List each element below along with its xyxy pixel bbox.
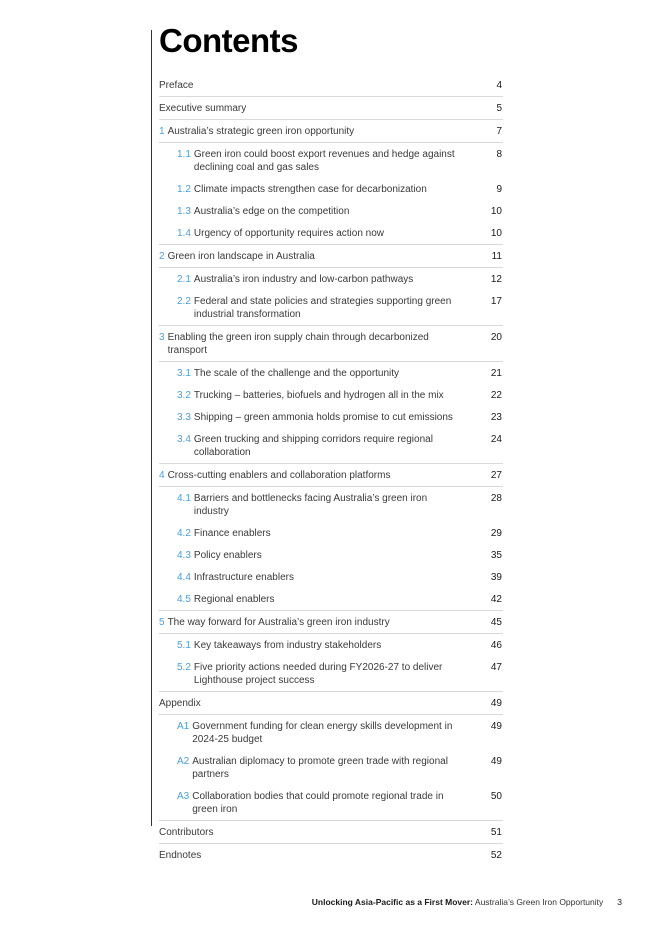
page-footer [312, 897, 622, 907]
footer-page-number: 3 [617, 897, 622, 907]
toc-entry[interactable] [159, 566, 503, 588]
toc-entry-number: 3 [159, 332, 165, 343]
toc-entry-label: Endnotes [159, 850, 202, 861]
toc-entry-line [159, 616, 503, 629]
toc-entry-number: 5 [159, 617, 165, 628]
toc-entry-number: 2 [159, 251, 165, 262]
toc-entry-line [177, 273, 503, 286]
toc-entry-line [177, 549, 503, 562]
toc-entry-line [177, 433, 503, 459]
toc-entry-line [177, 639, 503, 652]
toc-entry-label: Australia’s iron industry and low-carbon pathways [193, 274, 414, 285]
toc-entry[interactable] [159, 406, 503, 428]
toc-entry-page-number: 49 [490, 698, 502, 709]
toc-entry-number: 4 [159, 470, 165, 481]
toc-entry-line [177, 790, 503, 816]
toc-entry[interactable] [159, 384, 503, 406]
toc-entry-label: Climate impacts strengthen case for decarbonization [193, 184, 427, 195]
toc-entry[interactable] [159, 97, 503, 120]
toc-entry-page-number: 42 [490, 594, 502, 605]
toc-entry-line [177, 571, 503, 584]
toc-entry-number: 1.1 [177, 149, 191, 160]
toc-entry-page-number: 35 [490, 550, 502, 561]
toc-entry[interactable] [159, 362, 503, 384]
toc-entry-label: Green iron landscape in Australia [167, 251, 315, 262]
toc-entry-label: Trucking – batteries, biofuels and hydrogen all in the mix [193, 390, 444, 401]
toc-entry-number: 1.4 [177, 228, 191, 239]
toc-entry-page-number: 5 [496, 103, 502, 114]
toc-entry-line [177, 295, 503, 321]
toc-entry[interactable] [159, 290, 503, 326]
toc-entry-page-number: 45 [490, 617, 502, 628]
toc-entry-line [177, 183, 503, 196]
toc-entry-page-number: 8 [496, 149, 502, 160]
toc-entry-label: Preface [159, 80, 194, 91]
toc-entry-line [159, 469, 503, 482]
toc-entry-number: 1.2 [177, 184, 191, 195]
toc-entry-label: Federal and state policies and strategies supporting green industrial transformation [193, 296, 452, 320]
toc-entry-number: 2.1 [177, 274, 191, 285]
toc-entry-label: Shipping – green ammonia holds promise to cut emissions [193, 412, 453, 423]
toc-entry-number: 2.2 [177, 296, 191, 307]
toc-entry[interactable] [159, 143, 503, 178]
toc-entry-number: 3.3 [177, 412, 191, 423]
toc-entry[interactable] [159, 821, 503, 844]
toc-entry-number: 3.1 [177, 368, 191, 379]
toc-entry-label: Australian diplomacy to promote green trade with regional partners [192, 756, 448, 780]
toc-entry[interactable] [159, 487, 503, 522]
toc-entry-line [177, 148, 503, 174]
toc-entry-number: 4.5 [177, 594, 191, 605]
toc-entry-number: 3.4 [177, 434, 191, 445]
toc-entry-label: Australia’s strategic green iron opportunity [167, 126, 355, 137]
toc-entry-number: 5.2 [177, 662, 191, 673]
toc-entry[interactable] [159, 428, 503, 464]
toc-entry[interactable] [159, 611, 503, 634]
toc-entry-line [177, 205, 503, 218]
footer-report-title-bold: Unlocking Asia-Pacific as a First Mover: [311, 897, 474, 907]
toc-entry-line [159, 826, 503, 839]
toc-entry-page-number: 49 [490, 721, 502, 732]
toc-entry-label: Executive summary [159, 103, 247, 114]
toc-entry[interactable] [159, 692, 503, 715]
toc-entry-label: Finance enablers [193, 528, 271, 539]
toc-entry-page-number: 39 [490, 572, 502, 583]
toc-entry-label: Key takeaways from industry stakeholders [193, 640, 382, 651]
toc-entry[interactable] [159, 222, 503, 245]
toc-entry[interactable] [159, 200, 503, 222]
toc-entry-label: Urgency of opportunity requires action now [193, 228, 385, 239]
toc-entry[interactable] [159, 464, 503, 487]
toc-entry-number: A1 [177, 721, 190, 732]
table-of-contents [159, 74, 503, 866]
toc-entry[interactable] [159, 120, 503, 143]
toc-entry-line [177, 367, 503, 380]
toc-entry[interactable] [159, 750, 503, 785]
toc-entry-line [177, 527, 503, 540]
toc-entry-page-number: 27 [490, 470, 502, 481]
toc-entry-label: Green trucking and shipping corridors require regional collaboration [193, 434, 433, 458]
toc-entry-label: Australia’s edge on the competition [193, 206, 350, 217]
toc-entry[interactable] [159, 588, 503, 611]
toc-entry-line [177, 755, 503, 781]
footer-report-title: Australia’s Green Iron Opportunity [473, 897, 604, 907]
toc-entry-number: 1 [159, 126, 165, 137]
toc-entry[interactable] [159, 715, 503, 750]
toc-entry[interactable] [159, 245, 503, 268]
toc-entry-page-number: 28 [490, 493, 502, 504]
toc-entry[interactable] [159, 522, 503, 544]
toc-entry[interactable] [159, 74, 503, 97]
toc-entry-number: A3 [177, 791, 190, 802]
toc-entry-page-number: 7 [496, 126, 502, 137]
toc-entry-label: Policy enablers [193, 550, 262, 561]
toc-entry-label: The scale of the challenge and the opportunity [193, 368, 400, 379]
toc-entry-line [177, 411, 503, 424]
toc-entry-page-number: 4 [496, 80, 502, 91]
toc-entry-number: 4.3 [177, 550, 191, 561]
toc-entry-label: Collaboration bodies that could promote regional trade in green iron [192, 791, 444, 815]
toc-entry[interactable] [159, 844, 503, 866]
toc-entry-number: 4.1 [177, 493, 191, 504]
toc-entry-line [159, 79, 503, 92]
page-title: Contents [159, 22, 298, 59]
toc-entry-page-number: 29 [490, 528, 502, 539]
toc-entry-label: Regional enablers [193, 594, 275, 605]
toc-entry-number: 4.2 [177, 528, 191, 539]
toc-entry-page-number: 10 [490, 228, 502, 239]
toc-entry-page-number: 11 [491, 251, 502, 262]
toc-entry[interactable] [159, 656, 503, 692]
toc-entry-page-number: 50 [490, 791, 502, 802]
toc-entry-label: Barriers and bottlenecks facing Australia’s green iron industry [193, 493, 428, 517]
toc-entry-page-number: 9 [496, 184, 502, 195]
toc-entry-page-number: 22 [490, 390, 502, 401]
toc-entry-label: Cross-cutting enablers and collaboration platforms [167, 470, 391, 481]
toc-entry-label: Appendix [159, 698, 201, 709]
toc-entry[interactable] [159, 544, 503, 566]
toc-entry-label: Infrastructure enablers [193, 572, 294, 583]
toc-entry-line [159, 250, 503, 263]
toc-entry[interactable] [159, 785, 503, 821]
toc-entry-label: Contributors [159, 827, 214, 838]
toc-entry-line [177, 227, 503, 240]
toc-entry-label: Five priority actions needed during FY2026-27 to deliver Lighthouse project success [193, 662, 443, 686]
left-vertical-rule [151, 30, 152, 826]
toc-entry-number: 1.3 [177, 206, 191, 217]
toc-entry-page-number: 10 [490, 206, 502, 217]
toc-entry[interactable] [159, 634, 503, 656]
toc-entry-line [159, 102, 503, 115]
toc-entry-number: 5.1 [177, 640, 191, 651]
toc-entry-line [177, 492, 503, 518]
toc-entry-line [159, 849, 503, 862]
toc-entry-number: A2 [177, 756, 190, 767]
toc-entry-label: Enabling the green iron supply chain through decarbonized transport [167, 332, 429, 356]
toc-entry-page-number: 49 [490, 756, 502, 767]
toc-entry-page-number: 20 [490, 332, 502, 343]
toc-entry-label: Government funding for clean energy skills development in 2024-25 budget [192, 721, 453, 745]
toc-entry-line [177, 389, 503, 402]
toc-entry-page-number: 47 [490, 662, 502, 673]
toc-entry-line [159, 125, 503, 138]
toc-entry-page-number: 52 [490, 850, 502, 861]
toc-entry[interactable] [159, 268, 503, 290]
toc-entry[interactable] [159, 326, 503, 362]
toc-entry-page-number: 12 [490, 274, 502, 285]
toc-entry-line [159, 697, 503, 710]
toc-entry[interactable] [159, 178, 503, 200]
toc-entry-number: 3.2 [177, 390, 191, 401]
toc-entry-page-number: 17 [490, 296, 502, 307]
toc-entry-line [177, 593, 503, 606]
toc-entry-page-number: 24 [490, 434, 502, 445]
toc-entry-line [177, 661, 503, 687]
toc-entry-label: The way forward for Australia’s green iron industry [167, 617, 390, 628]
toc-entry-page-number: 23 [490, 412, 502, 423]
toc-entry-page-number: 46 [490, 640, 502, 651]
toc-entry-page-number: 21 [490, 368, 502, 379]
toc-entry-number: 4.4 [177, 572, 191, 583]
toc-entry-page-number: 51 [490, 827, 502, 838]
toc-entry-line [159, 331, 503, 357]
toc-entry-line [177, 720, 503, 746]
toc-entry-label: Green iron could boost export revenues and hedge against declining coal and gas sales [193, 149, 455, 173]
